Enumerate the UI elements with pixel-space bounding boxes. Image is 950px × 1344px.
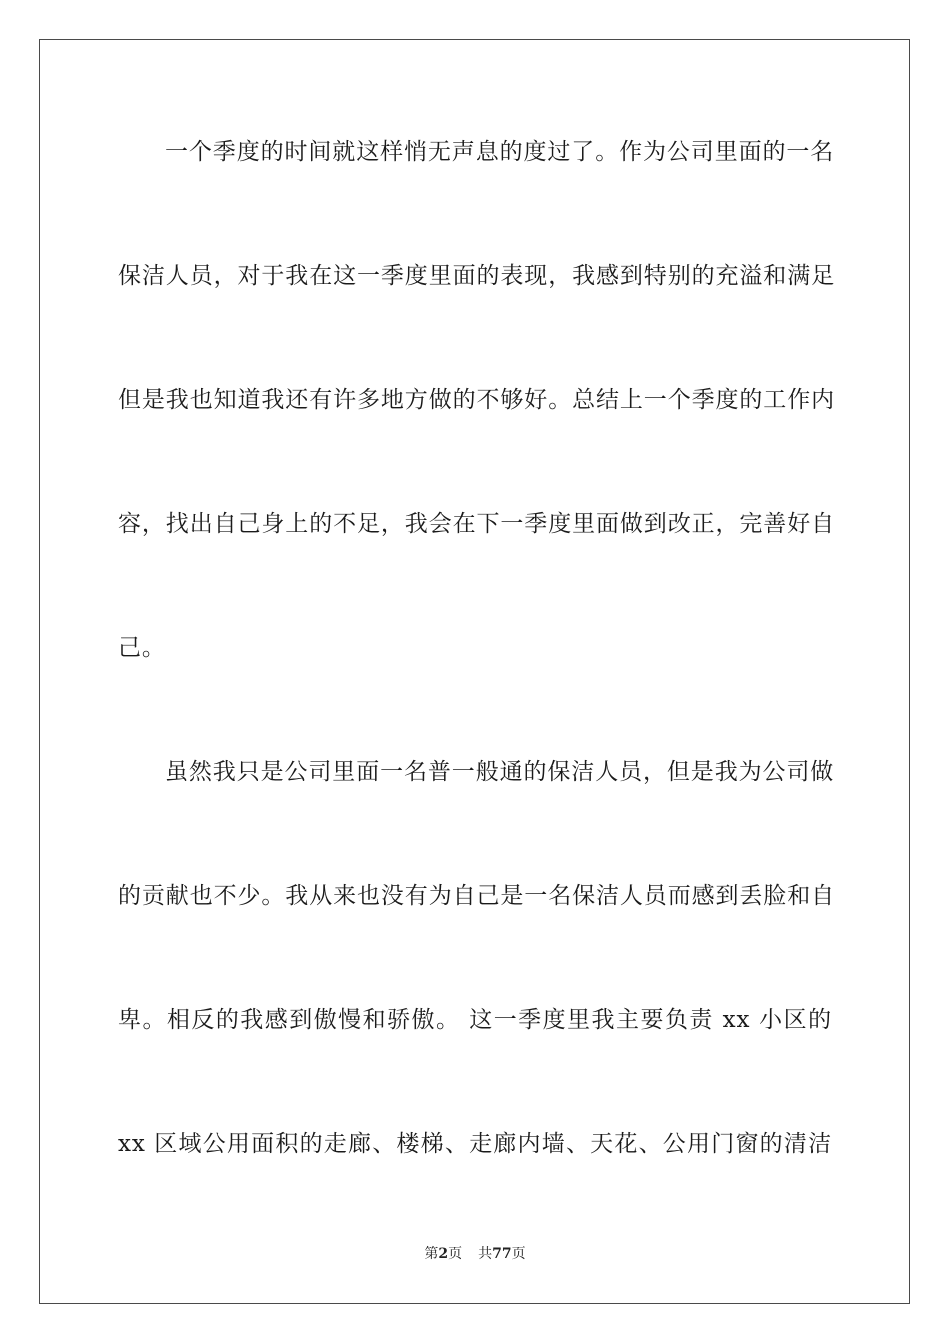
paragraph-line: 保洁人员，对于我在这一季度里面的表现，我感到特别的充溢和满足 — [118, 263, 835, 289]
paragraph-line: 容，找出自己身上的不足，我会在下一季度里面做到改正，完善好自 — [118, 511, 835, 537]
page-number: 2 — [438, 1246, 449, 1262]
page-border — [39, 39, 910, 1304]
paragraph-line: 但是我也知道我还有许多地方做的不够好。总结上一个季度的工作内 — [118, 387, 835, 413]
paragraph-line: 己。 — [118, 635, 166, 661]
paragraph-line: xx 区域公用面积的走廊、楼梯、走廊内墙、天花、公用门窗的清洁 — [118, 1131, 832, 1157]
total-pages: 77 — [492, 1246, 512, 1262]
total-label-suffix: 页 — [511, 1246, 526, 1262]
paragraph-line: 虽然我只是公司里面一名普一般通的保洁人员，但是我为公司做 — [165, 759, 835, 785]
paragraph-line: 卑。相反的我感到傲慢和骄傲。 这一季度里我主要负责 xx 小区的 — [118, 1007, 832, 1033]
total-label-prefix: 共 — [478, 1246, 493, 1262]
page-footer — [0, 1244, 950, 1264]
paragraph-line: 一个季度的时间就这样悄无声息的度过了。作为公司里面的一名 — [165, 139, 835, 165]
page-label-suffix: 页 — [448, 1246, 463, 1262]
paragraph-line: 的贡献也不少。我从来也没有为自己是一名保洁人员而感到丢脸和自 — [118, 883, 835, 909]
page-label-prefix: 第 — [424, 1246, 439, 1262]
